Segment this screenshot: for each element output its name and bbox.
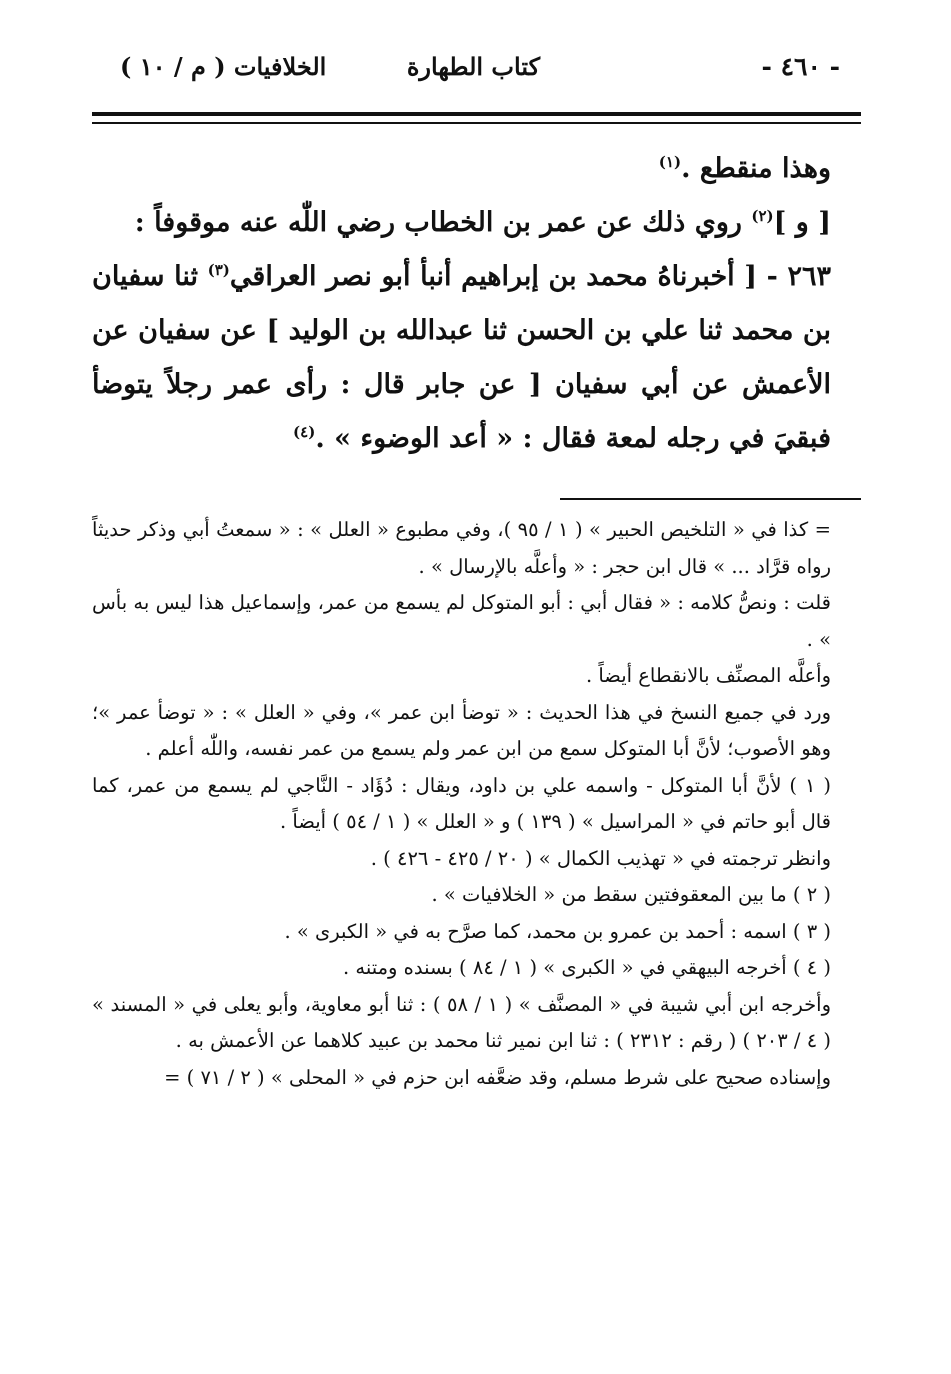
book-title: كتاب الطهارة — [406, 52, 540, 81]
footnote-line: = كذا في « التلخيص الحبير » ( ١ / ٩٥ )، وفي مطبوع « العلل » : « سمعتُ أبي وذكر حديثاً رواه قرَّاد ... » قال ابن حجر : « وأعلَّه بالإرسال » . — [92, 518, 831, 578]
main-paragraph: [ و ]$^{(٢)}$ روي ذلك عن عمر بن الخطاب رضي اللّٰه عنه موقوفاً : — [134, 207, 831, 238]
footnote-line: وأعلَّه المصنِّف بالانقطاع أيضاً . — [585, 664, 831, 687]
footnote-line: وإسناده صحيح على شرط مسلم، وقد ضعَّفه ابن حزم في « المحلى » ( ٢ / ٧١ ) = — [164, 1065, 831, 1089]
footnote-line: وأخرجه ابن أبي شيبة في « المصنَّف » ( ١ / ٥٨ ) : ثنا أبو معاوية، وأبو يعلى في « المسند » ( ٤ / ٢٠٣ ) ( رقم : ٢٣١٢ ) : ثنا ابن نمير ثنا محمد بن عبيد كلاهما عن الأعمش به . — [92, 992, 832, 1052]
header-rule-thin — [92, 122, 861, 124]
footnote-2: ( ٢ ) ما بين المعقوفتين سقط من « الخلافيات » . — [431, 883, 831, 906]
footnote-separator — [560, 498, 861, 500]
volume-label: الخلافيات ( م / ١٠ ) — [120, 52, 327, 81]
footnote-ref: (٣) — [207, 261, 230, 279]
main-text — [92, 142, 861, 466]
footnote-line: وانظر ترجمته في « تهذيب الكمال » ( ٢٠ / ٤٢٥ - ٤٢٦ ) . — [370, 846, 831, 870]
footnote-3: ( ٣ ) اسمه : أحمد بن عمرو بن محمد، كما صرَّح به في « الكبرى » . — [284, 919, 831, 943]
footnote-line: ورد في جميع النسخ في هذا الحديث : « توضأ ابن عمر »، وفي « العلل » : « توضأ عمر »؛ وهو الأصوب؛ لأنَّ أبا المتوكل سمع من ابن عمر ولم يسمع من عمر نفسه، واللّٰه أعلم . — [92, 700, 831, 760]
footnote-ref: (٢) — [751, 207, 774, 225]
footnote-line: قلت : ونصُّ كلامه : « فقال أبي : أبو المتوكل لم يسمع من عمر، وإسماعيل هذا ليس به بأس » . — [92, 591, 831, 651]
hadith-paragraph: ٢٦٣ - [ أخبرناهُ محمد بن إبراهيم أنبأ أبو نصر العراقي$^{(٣)}$ ثنا سفيان بن محمد ثنا علي بن الحسن ثنا عبدالله بن الوليد ] عن سفيان عن الأعمش عن أبي سفيان [ عن جابر قال : رأى عمر رجلاً يتوضأ فبقيَ في رجله لمعة فقال : « أعد الوضوء » .$^{(٤)}$ — [92, 261, 832, 454]
page-number: - ٤٦٠ - — [761, 52, 840, 81]
footnotes — [92, 512, 861, 1096]
footnote-4: ( ٤ ) أخرجه البيهقي في « الكبرى » ( ١ / ٨٤ ) بسنده ومتنه . — [342, 956, 831, 979]
main-paragraph: وهذا منقطع .$^{(١)}$ — [658, 153, 831, 184]
footnote-ref: (١) — [658, 153, 682, 171]
header-rule-thick — [92, 112, 861, 116]
running-header — [120, 52, 840, 96]
footnote-1: ( ١ ) لأنَّ أبا المتوكل - واسمه علي بن داود، ويقال : دُؤَاد - النَّاجي لم يسمع من عمر، كما قال أبو حاتم في « المراسيل » ( ١٣٩ ) و « العلل » ( ١ / ٥٤ ) أيضاً . — [92, 773, 831, 833]
footnote-ref: (٤) — [293, 423, 316, 441]
